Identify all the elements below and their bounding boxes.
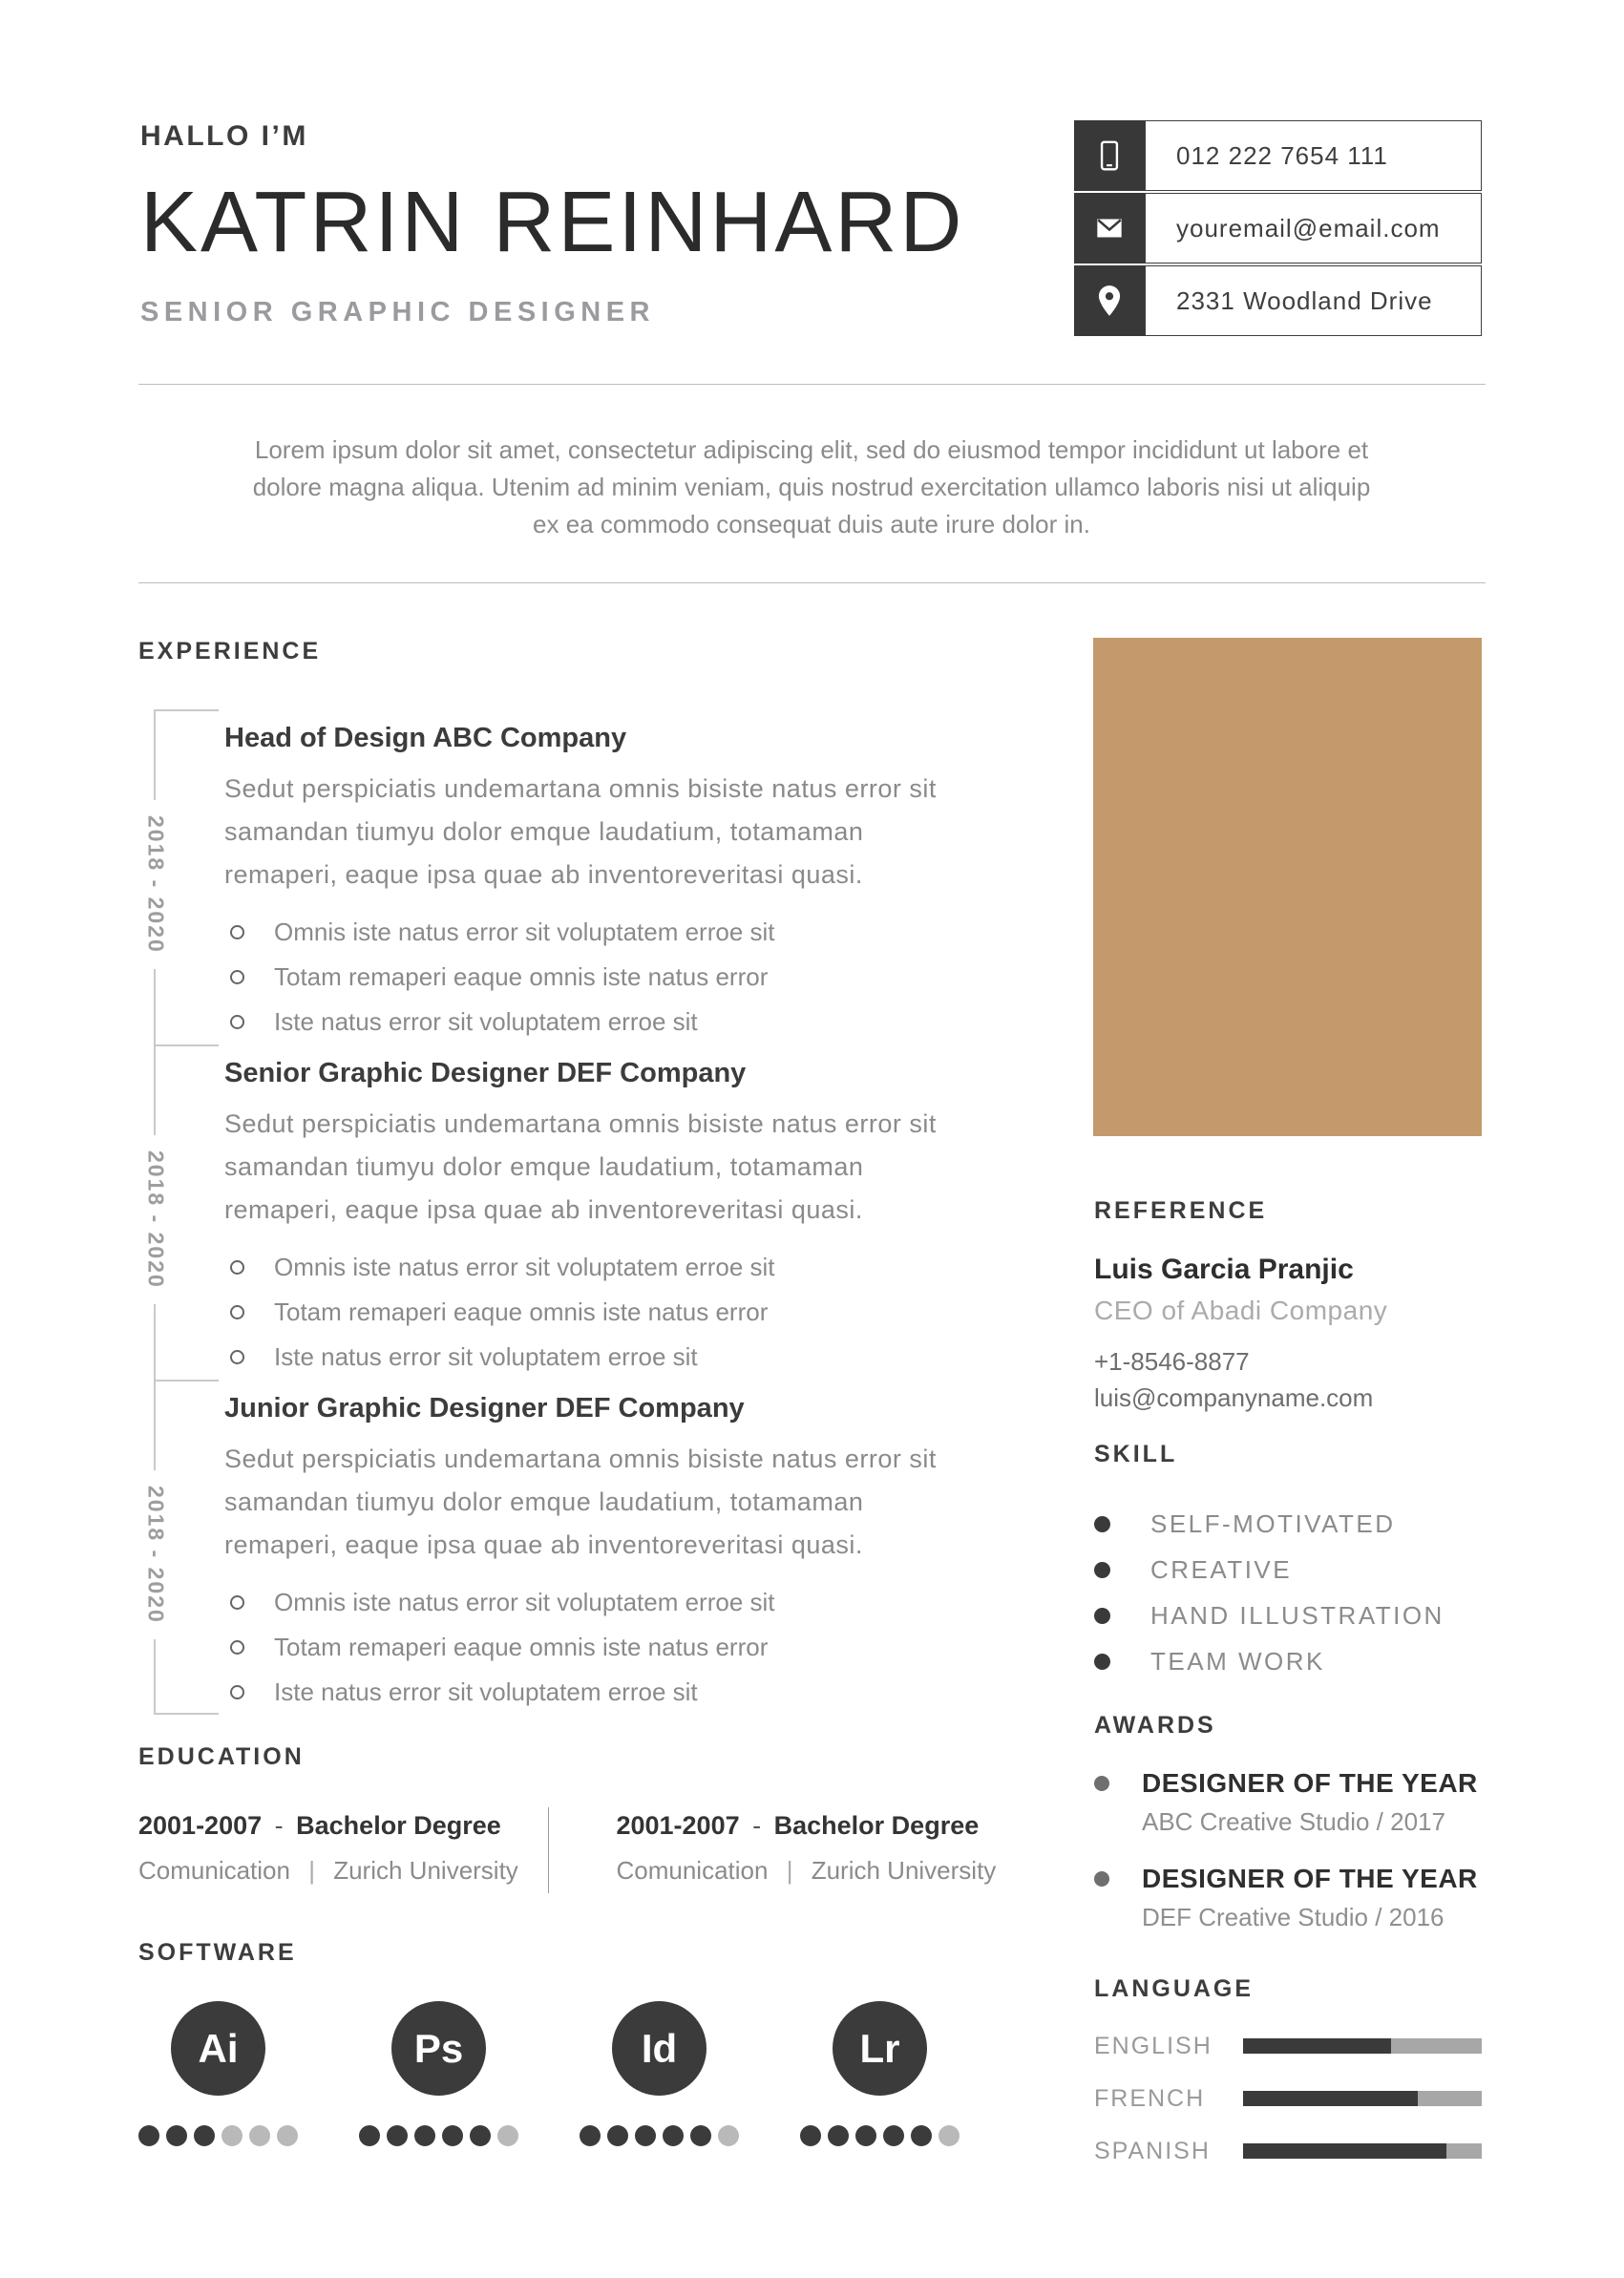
experience-bullet: Totam remaperi eaque omnis iste natus error xyxy=(224,1290,983,1335)
experience-bullet: Iste natus error sit voluptatem erroe sit xyxy=(224,1000,983,1044)
skill-item: HAND ILLUSTRATION xyxy=(1094,1592,1486,1638)
language-row xyxy=(1094,2034,1482,2058)
email-value: youremail@email.com xyxy=(1145,193,1482,264)
software-row xyxy=(138,2001,998,2146)
reference-email: luis@companyname.com xyxy=(1094,1383,1374,1412)
contact-row-phone xyxy=(1074,120,1482,191)
experience-title: Junior Graphic Designer DEF Company xyxy=(224,1393,745,1424)
reference-title: CEO of Abadi Company xyxy=(1094,1296,1388,1325)
award-subtitle: ABC Creative Studio / 2017 xyxy=(1142,1807,1445,1836)
experience-bullet: Iste natus error sit voluptatem erroe sit xyxy=(224,1670,983,1715)
timeline-rail xyxy=(138,709,224,1044)
level-dot xyxy=(939,2125,960,2146)
contact-box xyxy=(1074,120,1482,338)
divider-top xyxy=(138,384,1486,385)
experience-period: 2018 - 2020 xyxy=(143,1470,169,1639)
timeline-tick xyxy=(154,709,219,711)
experience-entry xyxy=(138,1380,969,1715)
language-rows xyxy=(1094,2034,1482,2163)
phone-icon xyxy=(1074,120,1145,191)
level-dot xyxy=(635,2125,656,2146)
reference-heading: REFERENCE xyxy=(1094,1197,1268,1224)
education-divider xyxy=(548,1807,549,1893)
map-pin-icon xyxy=(1074,265,1145,336)
award-text xyxy=(1142,1864,1478,1932)
reference-phone: +1-8546-8877 xyxy=(1094,1347,1250,1376)
level-dot xyxy=(690,2125,711,2146)
education-degree-line xyxy=(616,1811,998,1841)
education-pipe: | xyxy=(308,1856,315,1885)
experience-entry xyxy=(138,709,969,1044)
skill-item: CREATIVE xyxy=(1094,1547,1486,1592)
experience-entry xyxy=(138,1044,969,1380)
level-dot xyxy=(221,2125,243,2146)
education-school: Zurich University xyxy=(333,1856,518,1885)
language-row xyxy=(1094,2086,1482,2111)
software-heading: SOFTWARE xyxy=(138,1939,297,1966)
experience-bullet: Omnis iste natus error sit voluptatem erroe sit xyxy=(224,1580,983,1625)
level-dot xyxy=(442,2125,463,2146)
language-level-bar xyxy=(1243,2143,1482,2159)
language-section xyxy=(1094,1975,1482,2191)
skill-list xyxy=(1094,1501,1486,1684)
level-dot xyxy=(828,2125,849,2146)
language-name: SPANISH xyxy=(1094,2137,1211,2164)
experience-bullet: Omnis iste natus error sit voluptatem erroe sit xyxy=(224,1245,983,1290)
award-title: DESIGNER OF THE YEAR xyxy=(1142,1768,1478,1798)
experience-period: 2018 - 2020 xyxy=(143,1135,169,1304)
software-level-dots xyxy=(580,2125,739,2146)
adobe-illustrator-icon: Ai xyxy=(171,2001,265,2096)
level-dot xyxy=(414,2125,435,2146)
experience-bullet: Totam remaperi eaque omnis iste natus error xyxy=(224,955,983,1000)
level-dot xyxy=(166,2125,187,2146)
level-dot xyxy=(387,2125,408,2146)
level-dot xyxy=(663,2125,684,2146)
level-dot xyxy=(883,2125,904,2146)
skill-item: SELF-MOTIVATED xyxy=(1094,1501,1486,1547)
experience-bullets xyxy=(224,1580,983,1715)
education-entry xyxy=(138,1811,548,1886)
software-level-dots xyxy=(359,2125,518,2146)
level-dot xyxy=(800,2125,821,2146)
award-text xyxy=(1142,1768,1478,1837)
experience-period: 2018 - 2020 xyxy=(143,800,169,969)
skill-heading: SKILL xyxy=(1094,1441,1178,1467)
software-item xyxy=(580,2001,739,2146)
timeline-tick xyxy=(154,1044,219,1046)
education-separator: - xyxy=(752,1811,762,1840)
language-row xyxy=(1094,2139,1482,2163)
header xyxy=(140,120,1057,328)
experience-body xyxy=(224,709,983,1044)
language-name: FRENCH xyxy=(1094,2084,1206,2112)
greeting: HALLO I’M xyxy=(140,120,308,152)
level-dot xyxy=(138,2125,159,2146)
address-value: 2331 Woodland Drive xyxy=(1145,265,1482,336)
level-dot xyxy=(718,2125,739,2146)
timeline-tick xyxy=(154,1380,219,1382)
award-subtitle: DEF Creative Studio / 2016 xyxy=(1142,1903,1445,1931)
education-degree-line xyxy=(138,1811,548,1841)
awards-heading: AWARDS xyxy=(1094,1712,1216,1739)
education-section xyxy=(138,1743,998,1893)
skill-item: TEAM WORK xyxy=(1094,1638,1486,1684)
level-dot xyxy=(249,2125,270,2146)
experience-bullet: Omnis iste natus error sit voluptatem erroe sit xyxy=(224,910,983,955)
language-heading: LANGUAGE xyxy=(1094,1975,1255,2002)
experience-heading: EXPERIENCE xyxy=(138,638,322,664)
language-level-bar xyxy=(1243,2091,1482,2106)
experience-bullets xyxy=(224,910,983,1044)
level-dot xyxy=(497,2125,518,2146)
language-name: ENGLISH xyxy=(1094,2032,1213,2059)
skill-section xyxy=(1094,1441,1486,1684)
education-separator: - xyxy=(274,1811,284,1840)
timeline-rail xyxy=(138,1044,224,1380)
software-level-dots xyxy=(138,2125,298,2146)
experience-bullet: Iste natus error sit voluptatem erroe sit xyxy=(224,1335,983,1380)
language-level-fill xyxy=(1243,2143,1446,2159)
reference-name: Luis Garcia Pranjic xyxy=(1094,1254,1354,1285)
level-dot xyxy=(580,2125,601,2146)
language-level-fill xyxy=(1243,2038,1391,2054)
person-name: KATRIN REINHARD xyxy=(140,175,965,270)
experience-bullets xyxy=(224,1245,983,1380)
level-dot xyxy=(855,2125,876,2146)
divider-intro-bottom xyxy=(138,582,1486,583)
timeline-rail xyxy=(138,1380,224,1715)
education-entry xyxy=(616,1811,998,1886)
intro-paragraph: Lorem ipsum dolor sit amet, consectetur adipiscing elit, sed do eiusmod tempor incididunt ut labore et dolore magna aliqua. Utenim ad minim veniam, quis nostrud exercitation ullamco laboris nisi ut aliquip ex ea commodo consequat duis aute irure dolor in. xyxy=(252,435,1371,538)
experience-body xyxy=(224,1380,983,1715)
language-level-fill xyxy=(1243,2091,1418,2106)
contact-row-email xyxy=(1074,193,1482,264)
education-degree: Bachelor Degree xyxy=(296,1811,501,1840)
envelope-icon xyxy=(1074,193,1145,264)
contact-row-address xyxy=(1074,265,1482,336)
award-title: DESIGNER OF THE YEAR xyxy=(1142,1864,1478,1893)
education-major: Comunication xyxy=(616,1856,769,1885)
awards-section xyxy=(1094,1712,1486,1959)
education-pipe: | xyxy=(786,1856,793,1885)
phone-value: 012 222 7654 111 xyxy=(1145,120,1482,191)
level-dot xyxy=(470,2125,491,2146)
experience-title: Head of Design ABC Company xyxy=(224,723,627,753)
education-school: Zurich University xyxy=(811,1856,997,1885)
software-item xyxy=(138,2001,298,2146)
education-school-line xyxy=(616,1856,998,1886)
software-section xyxy=(138,1939,998,2146)
award-item xyxy=(1094,1864,1486,1932)
level-dot xyxy=(359,2125,380,2146)
education-period: 2001-2007 xyxy=(138,1811,263,1840)
education-period: 2001-2007 xyxy=(616,1811,740,1840)
experience-title: Senior Graphic Designer DEF Company xyxy=(224,1058,747,1088)
software-item xyxy=(800,2001,960,2146)
adobe-indesign-icon: Id xyxy=(612,2001,707,2096)
adobe-photoshop-icon: Ps xyxy=(391,2001,486,2096)
timeline-tick xyxy=(154,1713,219,1715)
experience-description: Sedut perspiciatis undemartana omnis bisiste natus error sit samandan tiumyu dolor emque laudatium, totamaman remaperi, eaque ipsa quae ab inventoreveritasi quasi. xyxy=(224,1109,937,1224)
software-item xyxy=(359,2001,518,2146)
reference-section xyxy=(1094,1197,1486,1413)
education-row xyxy=(138,1811,998,1893)
experience-description: Sedut perspiciatis undemartana omnis bisiste natus error sit samandan tiumyu dolor emque laudatium, totamaman remaperi, eaque ipsa quae ab inventoreveritasi quasi. xyxy=(224,1445,937,1559)
software-level-dots xyxy=(800,2125,960,2146)
experience-section xyxy=(138,638,969,1715)
education-heading: EDUCATION xyxy=(138,1743,305,1770)
award-item xyxy=(1094,1768,1486,1837)
language-level-bar xyxy=(1243,2038,1482,2054)
experience-bullet: Totam remaperi eaque omnis iste natus error xyxy=(224,1625,983,1670)
profile-photo-placeholder xyxy=(1093,638,1482,1136)
education-degree: Bachelor Degree xyxy=(773,1811,980,1840)
level-dot xyxy=(607,2125,628,2146)
experience-body xyxy=(224,1044,983,1380)
level-dot xyxy=(194,2125,215,2146)
adobe-lightroom-icon: Lr xyxy=(833,2001,927,2096)
education-major: Comunication xyxy=(138,1856,290,1885)
job-title: SENIOR GRAPHIC DESIGNER xyxy=(140,297,655,327)
level-dot xyxy=(277,2125,298,2146)
level-dot xyxy=(911,2125,932,2146)
experience-description: Sedut perspiciatis undemartana omnis bisiste natus error sit samandan tiumyu dolor emque laudatium, totamaman remaperi, eaque ipsa quae ab inventoreveritasi quasi. xyxy=(224,774,937,889)
education-school-line xyxy=(138,1856,548,1886)
